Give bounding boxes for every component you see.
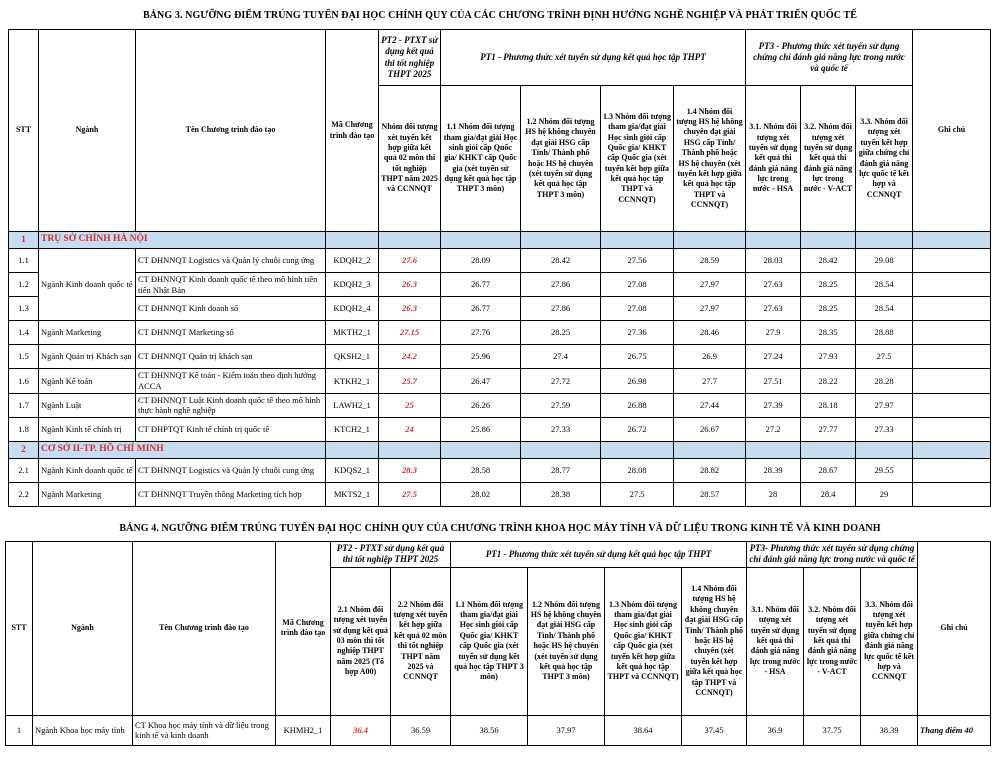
table-row bbox=[9, 321, 991, 345]
cell: 27.08 bbox=[601, 273, 674, 297]
cell: 28.54 bbox=[856, 297, 913, 321]
nganh-cell: Ngành Quản trị Khách sạn bbox=[39, 345, 136, 369]
table4-title: BẢNG 4. NGƯỠNG ĐIỂM TRÚNG TUYỂN ĐẠI HỌC CHÍNH QUY CỦA CHƯƠNG TRÌNH KHOA HỌC MÁY TÍNH VÀ DỮ LIỆU TRONG KINH TẾ VÀ KINH DOANH bbox=[119, 522, 881, 534]
cell: 28.25 bbox=[801, 273, 856, 297]
empty-cell bbox=[913, 273, 991, 297]
header-row-groups bbox=[6, 541, 991, 567]
note-cell: Thang điểm 40 bbox=[918, 715, 991, 745]
program-code-cell: MKTH2_1 bbox=[326, 321, 379, 345]
cell: 28.38 bbox=[521, 482, 601, 506]
cell: 28.18 bbox=[801, 393, 856, 417]
cell: 26.9 bbox=[674, 345, 746, 369]
cell: 25.96 bbox=[441, 345, 521, 369]
program-code-cell: KDQH2_4 bbox=[326, 297, 379, 321]
program-name-cell: CT Khoa học máy tính và dữ liệu trong kinh tế và kinh doanh bbox=[133, 715, 276, 745]
program-code-cell: KDQS2_1 bbox=[326, 458, 379, 482]
cell: 28.09 bbox=[441, 249, 521, 273]
cell: 27.33 bbox=[856, 417, 913, 441]
cell: 38.39 bbox=[861, 715, 918, 745]
cell: 1.4 bbox=[9, 321, 39, 345]
col-header-ma-chuong-trinh: Mã Chương trình đào tạo bbox=[326, 30, 379, 232]
cell: 1 bbox=[6, 715, 33, 745]
group-header-pt1: PT1 - Phương thức xét tuyển sử dụng kết quả học tập THPT bbox=[441, 30, 746, 86]
empty-cell bbox=[521, 232, 601, 249]
cell: 27.24 bbox=[746, 345, 801, 369]
cell: 28.88 bbox=[856, 321, 913, 345]
pt2-score-cell: 27.15 bbox=[379, 321, 441, 345]
col-header-1-3: 1.3 Nhóm đối tượng tham gia/đạt giải Học sinh giỏi cấp Quốc gia/ KHKT cấp Quốc gia (xét tuyển kết hợp giữa kết quả học tập THPT và CCNNQT) bbox=[601, 86, 674, 232]
cell: 27.5 bbox=[601, 482, 674, 506]
cell: 27.76 bbox=[441, 321, 521, 345]
nganh-cell: Ngành Khoa học máy tính bbox=[33, 715, 133, 745]
pt2-score-cell: 36.4 bbox=[331, 715, 391, 745]
program-name-cell: CT ĐHNNQT Logistics và Quản lý chuỗi cung ứng bbox=[136, 458, 326, 482]
empty-cell bbox=[856, 441, 913, 458]
nganh-cell: Ngành Kinh doanh quốc tế bbox=[39, 249, 136, 321]
cell: 26.67 bbox=[674, 417, 746, 441]
program-name-cell: CT ĐHNNQT Marketing số bbox=[136, 321, 326, 345]
cell: 27.33 bbox=[521, 417, 601, 441]
cell: 27.59 bbox=[521, 393, 601, 417]
empty-cell bbox=[913, 345, 991, 369]
col-header-nganh: Ngành bbox=[39, 30, 136, 232]
cell: 28.35 bbox=[801, 321, 856, 345]
col-header-2-1: 2.1 Nhóm đối tượng xét tuyển sử dụng kết quả 03 môn thi tốt nghiệp THPT năm 2025 (Tổ hợp A00) bbox=[331, 567, 391, 715]
empty-cell bbox=[913, 458, 991, 482]
cell: 27.86 bbox=[521, 297, 601, 321]
cell: 28.46 bbox=[674, 321, 746, 345]
empty-cell bbox=[913, 369, 991, 393]
cell: 28.25 bbox=[521, 321, 601, 345]
pt2-score-cell: 27.6 bbox=[379, 249, 441, 273]
cell: 28.4 bbox=[801, 482, 856, 506]
cell: 26.72 bbox=[601, 417, 674, 441]
cell: 28.03 bbox=[746, 249, 801, 273]
cell: 28.39 bbox=[746, 458, 801, 482]
cell: 27.86 bbox=[521, 273, 601, 297]
empty-cell bbox=[746, 441, 801, 458]
col-header-stt: STT bbox=[6, 541, 33, 715]
program-code-cell: LAWH2_1 bbox=[326, 393, 379, 417]
cell: 29 bbox=[856, 482, 913, 506]
empty-cell bbox=[379, 232, 441, 249]
empty-cell bbox=[913, 441, 991, 458]
nganh-cell: Ngành Kinh doanh quốc tế bbox=[39, 458, 136, 482]
col-header-ghi-chu: Ghi chú bbox=[913, 30, 991, 232]
col-header-pt2-nhom: Nhóm đối tượng xét tuyển kết hợp giữa kết quả 02 môn thi tốt nghiệp THPT năm 2025 và CCNNQT bbox=[379, 86, 441, 232]
cell: 28.58 bbox=[441, 458, 521, 482]
pt2-score-cell: 28.3 bbox=[379, 458, 441, 482]
cell: 27.44 bbox=[674, 393, 746, 417]
empty-cell bbox=[913, 232, 991, 249]
program-name-cell: CT ĐHNNQT Quản trị khách sạn bbox=[136, 345, 326, 369]
cell: 1.3 bbox=[9, 297, 39, 321]
group-header-pt2: PT2 - PTXT sử dụng kết quả thi tốt nghiệp THPT 2025 bbox=[379, 30, 441, 86]
group-header-pt3: PT3 - Phương thức xét tuyển sử dụng chứng chỉ đánh giá năng lực trong nước và quốc tế bbox=[746, 30, 913, 86]
col-header-3-3: 3.3. Nhóm đối tượng xét tuyển kết hợp giữa chứng chỉ đánh giá năng lực quốc tế kết hợp và CCNNQT bbox=[856, 86, 913, 232]
pt2-score-cell: 27.5 bbox=[379, 482, 441, 506]
pt2-score-cell: 24.2 bbox=[379, 345, 441, 369]
col-header-1-4: 1.4 Nhóm đối tượng HS hệ không chuyên đạt giải HSG cấp Tỉnh/ Thành phố hoặc HS hệ chuyên (xét tuyển kết hợp giữa kết quả học tập THPT và CCNNQT) bbox=[674, 86, 746, 232]
nganh-cell: Ngành Marketing bbox=[39, 482, 136, 506]
cell: 27.63 bbox=[746, 273, 801, 297]
cell: 27.08 bbox=[601, 297, 674, 321]
section-row-hanoi bbox=[9, 232, 991, 249]
empty-cell bbox=[801, 441, 856, 458]
cell: 27.97 bbox=[674, 297, 746, 321]
cell: 28.25 bbox=[801, 297, 856, 321]
cell: 1.6 bbox=[9, 369, 39, 393]
program-name-cell: CT ĐHPTQT Kinh tế chính trị quốc tế bbox=[136, 417, 326, 441]
table-row bbox=[9, 249, 991, 273]
program-code-cell: KDQH2_3 bbox=[326, 273, 379, 297]
pt2-score-cell: 25 bbox=[379, 393, 441, 417]
cell: 27.77 bbox=[801, 417, 856, 441]
program-code-cell: MKTS2_1 bbox=[326, 482, 379, 506]
empty-cell bbox=[601, 441, 674, 458]
section-row-hcm bbox=[9, 441, 991, 458]
cell: 1.1 bbox=[9, 249, 39, 273]
empty-cell bbox=[913, 249, 991, 273]
cell: 28.77 bbox=[521, 458, 601, 482]
col-header-nganh: Ngành bbox=[33, 541, 133, 715]
empty-cell bbox=[913, 393, 991, 417]
header-row-groups bbox=[9, 30, 991, 86]
cell: 28.28 bbox=[856, 369, 913, 393]
cell: 28.22 bbox=[801, 369, 856, 393]
col-header-2-2: 2.2 Nhóm đối tượng xét tuyển kết hợp giữa kết quả 02 môn thi tốt nghiệp THPT năm 2025 và CCNNQT bbox=[391, 567, 451, 715]
nganh-cell: Ngành Kinh tế chính trị bbox=[39, 417, 136, 441]
cell: 26.98 bbox=[601, 369, 674, 393]
cell: 1.5 bbox=[9, 345, 39, 369]
col-header-ma-chuong-trinh: Mã Chương trình đào tạo bbox=[276, 541, 331, 715]
col-header-ten-chuong-trinh: Tên Chương trình đào tạo bbox=[133, 541, 276, 715]
section-number: 2 bbox=[9, 441, 39, 458]
empty-cell bbox=[326, 232, 379, 249]
table-row bbox=[9, 369, 991, 393]
cell: 37.75 bbox=[804, 715, 861, 745]
empty-cell bbox=[801, 232, 856, 249]
table3-body bbox=[9, 30, 991, 507]
cell: 1.7 bbox=[9, 393, 39, 417]
pt2-score-cell: 26.3 bbox=[379, 297, 441, 321]
program-code-cell: KTKH2_1 bbox=[326, 369, 379, 393]
cell: 26.88 bbox=[601, 393, 674, 417]
cell: 27.4 bbox=[521, 345, 601, 369]
col-header-1-1: 1.1 Nhóm đối tượng tham gia/đạt giải Học sinh giỏi cấp Quốc gia/ KHKT cấp Quốc gia (xét tuyển sử dụng kết quả học tập THPT 3 môn) bbox=[441, 86, 521, 232]
empty-cell bbox=[521, 441, 601, 458]
empty-cell bbox=[674, 232, 746, 249]
cell: 29.55 bbox=[856, 458, 913, 482]
cell: 28.57 bbox=[674, 482, 746, 506]
cell: 28.59 bbox=[674, 249, 746, 273]
cell: 28.67 bbox=[801, 458, 856, 482]
section-title: TRỤ SỞ CHÍNH HÀ NỘI bbox=[39, 232, 326, 249]
cell: 1.2 bbox=[9, 273, 39, 297]
col-header-3-1: 3.1. Nhóm đối tượng xét tuyển sử dụng kết quả thi đánh giá năng lực trong nước - HSA bbox=[746, 86, 801, 232]
empty-cell bbox=[913, 417, 991, 441]
table4 bbox=[5, 541, 991, 746]
cell: 27.51 bbox=[746, 369, 801, 393]
cell: 1.8 bbox=[9, 417, 39, 441]
cell: 38.56 bbox=[451, 715, 528, 745]
cell: 38.64 bbox=[605, 715, 682, 745]
table-row bbox=[9, 458, 991, 482]
table-row bbox=[9, 345, 991, 369]
cell: 28 bbox=[746, 482, 801, 506]
pt2-score-cell: 24 bbox=[379, 417, 441, 441]
program-name-cell: CT ĐHNNQT Logistics và Quản lý chuỗi cung ứng bbox=[136, 249, 326, 273]
table4-body bbox=[6, 541, 991, 745]
nganh-cell: Ngành Kế toán bbox=[39, 369, 136, 393]
cell: 27.5 bbox=[856, 345, 913, 369]
cell: 26.75 bbox=[601, 345, 674, 369]
cell: 37.45 bbox=[682, 715, 747, 745]
program-name-cell: CT ĐHNNQT Kế toán - Kiểm toán theo định hướng ACCA bbox=[136, 369, 326, 393]
cell: 27.9 bbox=[746, 321, 801, 345]
cell: 37.97 bbox=[528, 715, 605, 745]
cell: 27.7 bbox=[674, 369, 746, 393]
table-row bbox=[9, 297, 991, 321]
program-code-cell: KDQH2_2 bbox=[326, 249, 379, 273]
table3 bbox=[8, 29, 991, 507]
col-header-ghi-chu: Ghi chú bbox=[918, 541, 991, 715]
cell: 27.97 bbox=[856, 393, 913, 417]
cell: 27.63 bbox=[746, 297, 801, 321]
col-header-1-2: 1.2 Nhóm đối tượng HS hệ không chuyên đạt giải HSG cấp Tỉnh/ Thành phố hoặc HS hệ chuyên (xét tuyển sử dụng kết quả học tập THPT 3 môn) bbox=[521, 86, 601, 232]
cell: 27.97 bbox=[674, 273, 746, 297]
empty-cell bbox=[746, 232, 801, 249]
nganh-cell: Ngành Luật bbox=[39, 393, 136, 417]
program-name-cell: CT ĐHNNQT Kinh doanh số bbox=[136, 297, 326, 321]
empty-cell bbox=[379, 441, 441, 458]
cell: 26.77 bbox=[441, 297, 521, 321]
cell: 27.56 bbox=[601, 249, 674, 273]
empty-cell bbox=[913, 321, 991, 345]
cell: 27.39 bbox=[746, 393, 801, 417]
cell: 2.2 bbox=[9, 482, 39, 506]
cell: 28.02 bbox=[441, 482, 521, 506]
cell: 36.9 bbox=[747, 715, 804, 745]
cell: 28.42 bbox=[521, 249, 601, 273]
empty-cell bbox=[441, 232, 521, 249]
col-header-1-4: 1.4 Nhóm đối tượng HS hệ không chuyên đạt giải HSG cấp Tỉnh/ Thành phố hoặc HS hệ chuyên (xét tuyển kết hợp giữa kết quả học tập THPT và CCNNQT) bbox=[682, 567, 747, 715]
cell: 28.54 bbox=[856, 273, 913, 297]
col-header-ten-chuong-trinh: Tên Chương trình đào tạo bbox=[136, 30, 326, 232]
program-name-cell: CT ĐHNNQT Kinh doanh quốc tế theo mô hình tiên tiến Nhật Bản bbox=[136, 273, 326, 297]
col-header-3-2: 3.2. Nhóm đối tượng xét tuyển sử dụng kết quả thi đánh giá năng lực trong nước - V-ACT bbox=[804, 567, 861, 715]
col-header-1-1: 1.1 Nhóm đối tượng tham gia/đạt giải Học sinh giỏi cấp Quốc gia/ KHKT cấp Quốc gia (xét tuyển sử dụng kết quả học tập THPT 3 môn) bbox=[451, 567, 528, 715]
empty-cell bbox=[441, 441, 521, 458]
table3-title: BẢNG 3. NGƯỠNG ĐIỂM TRÚNG TUYỂN ĐẠI HỌC CHÍNH QUY CỦA CÁC CHƯƠNG TRÌNH ĐỊNH HƯỚNG NGHỀ NGHIỆP VÀ PHÁT TRIỂN QUỐC TẾ bbox=[142, 10, 858, 21]
cell: 27.72 bbox=[521, 369, 601, 393]
table-row bbox=[9, 417, 991, 441]
section-title: CƠ SỞ II-TP. HỒ CHÍ MINH bbox=[39, 441, 326, 458]
group-header-pt2: PT2 - PTXT sử dụng kết quả thi tốt nghiệp THPT 2025 bbox=[331, 541, 451, 567]
col-header-3-1: 3.1. Nhóm đối tượng xét tuyển sử dụng kết quả thi đánh giá năng lực trong nước - HSA bbox=[747, 567, 804, 715]
cell: 27.93 bbox=[801, 345, 856, 369]
group-header-pt3: PT3- Phương thức xét tuyển sử dụng chứng chỉ đánh giá năng lực trong nước và quốc tế bbox=[747, 541, 918, 567]
col-header-stt: STT bbox=[9, 30, 39, 232]
cell: 28.08 bbox=[601, 458, 674, 482]
program-name-cell: CT ĐHNNQT Luật Kinh doanh quốc tế theo mô hình thực hành nghề nghiệp bbox=[136, 393, 326, 417]
program-name-cell: CT ĐHNNQT Truyền thông Marketing tích hợp bbox=[136, 482, 326, 506]
col-header-1-2: 1.2 Nhóm đối tượng HS hệ không chuyên đạt giải HSG cấp Tỉnh/ Thành phố hoặc HS hệ chuyên (xét tuyển sử dụng kết quả học tập THPT 3 môn) bbox=[528, 567, 605, 715]
cell: 36.59 bbox=[391, 715, 451, 745]
pt2-score-cell: 26.3 bbox=[379, 273, 441, 297]
cell: 29.08 bbox=[856, 249, 913, 273]
empty-cell bbox=[913, 482, 991, 506]
section-number: 1 bbox=[9, 232, 39, 249]
table-row bbox=[9, 482, 991, 506]
cell: 26.77 bbox=[441, 273, 521, 297]
cell: 26.47 bbox=[441, 369, 521, 393]
cell: 27.36 bbox=[601, 321, 674, 345]
program-code-cell: KHMH2_1 bbox=[276, 715, 331, 745]
col-header-1-3: 1.3 Nhóm đối tượng tham gia/đạt giải Học sinh giỏi cấp Quốc gia/ KHKT cấp Quốc gia (xét tuyển kết hợp giữa kết quả học tập THPT và CCNNQT) bbox=[605, 567, 682, 715]
cell: 2.1 bbox=[9, 458, 39, 482]
cell: 25.86 bbox=[441, 417, 521, 441]
empty-cell bbox=[674, 441, 746, 458]
table-row bbox=[6, 715, 991, 745]
pt2-score-cell: 25.7 bbox=[379, 369, 441, 393]
col-header-3-2: 3.2. Nhóm đối tượng xét tuyển sử dụng kết quả thi đánh giá năng lực trong nước - V-ACT bbox=[801, 86, 856, 232]
table-row bbox=[9, 393, 991, 417]
cell: 28.42 bbox=[801, 249, 856, 273]
empty-cell bbox=[326, 441, 379, 458]
empty-cell bbox=[856, 232, 913, 249]
nganh-cell: Ngành Marketing bbox=[39, 321, 136, 345]
cell: 26.26 bbox=[441, 393, 521, 417]
empty-cell bbox=[913, 297, 991, 321]
program-code-cell: KTCH2_1 bbox=[326, 417, 379, 441]
cell: 27.2 bbox=[746, 417, 801, 441]
empty-cell bbox=[601, 232, 674, 249]
cell: 28.82 bbox=[674, 458, 746, 482]
table-row bbox=[9, 273, 991, 297]
program-code-cell: QKSH2_1 bbox=[326, 345, 379, 369]
group-header-pt1: PT1 - Phương thức xét tuyển sử dụng kết quả học tập THPT bbox=[451, 541, 747, 567]
col-header-3-3: 3.3. Nhóm đối tượng xét tuyển kết hợp giữa chứng chỉ đánh giá năng lực quốc tế kết hợp và CCNNQT bbox=[861, 567, 918, 715]
